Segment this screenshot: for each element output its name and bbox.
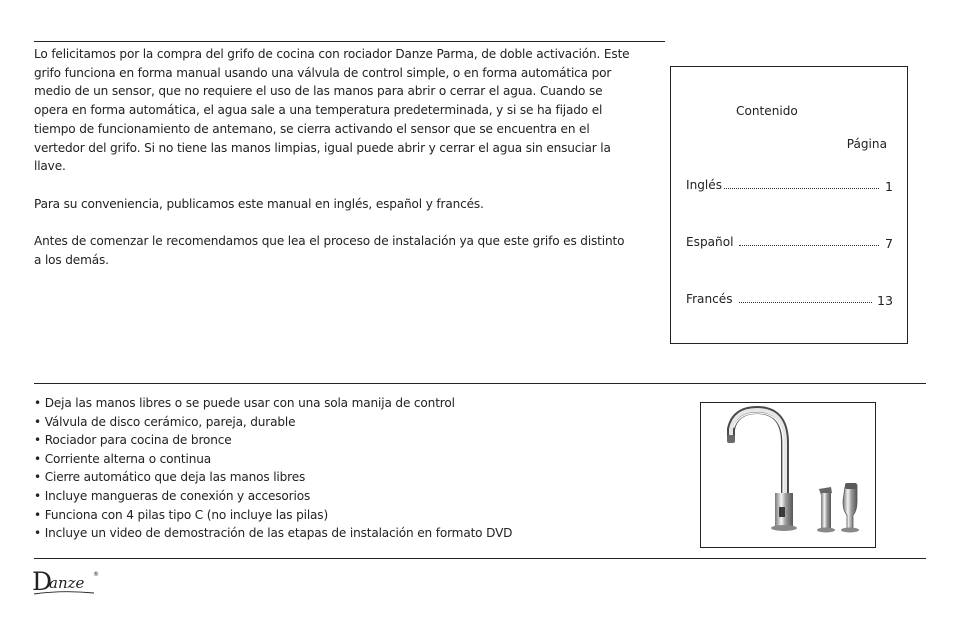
toc-entry-label: Español	[686, 235, 734, 249]
feature-item: • Incluye un video de demostración de las etapas de instalación en formato DVD	[34, 524, 512, 543]
intro-paragraph: Antes de comenzar le recomendamos que lea el proceso de instalación ya que este grifo es distinto a los demás.	[34, 234, 625, 267]
toc-entry-page: 7	[884, 236, 893, 251]
feature-item: • Cierre automático que deja las manos libres	[34, 468, 512, 487]
toc-dot-leader	[739, 237, 879, 246]
toc-entry-label: Francés	[686, 292, 733, 306]
logo-wordmark: anze	[49, 574, 85, 592]
feature-item: • Incluye mangueras de conexión y accesorios	[34, 487, 512, 506]
toc-entry-ingles[interactable]	[686, 178, 893, 194]
toc-entry-espanol[interactable]	[686, 235, 893, 251]
feature-item: • Corriente alterna o continua	[34, 450, 512, 469]
toc-entry-label: Inglés	[686, 178, 723, 192]
feature-item: • Deja las manos libres o se puede usar con una sola manija de control	[34, 394, 512, 413]
intro-paragraph: Para su conveniencia, publicamos este manual en inglés, español y francés.	[34, 196, 484, 211]
footer-rule	[34, 558, 926, 559]
feature-list	[34, 394, 512, 543]
toc-heading: Contenido	[736, 104, 798, 118]
feature-item: • Rociador para cocina de bronce	[34, 431, 512, 450]
intro-paragraph: Lo felicitamos por la compra del grifo de cocina con rociador Danze Parma, de doble activación. Este grifo funciona en forma manual usando una válvula de control simple, o en forma automática por medio de un sensor, que no requiere el uso de las manos para abrir o cerrar el agua. Cuando se opera en forma automática, el agua sale a una temperatura predeterminada, y si se ha fijado el tiempo de funcionamiento de antemano, se cierra activando el sensor que se encuentra en el vertedor del grifo. Si no tiene las manos limpias, igual puede abrir y cerrar el agua sin ensuciar la llave.	[34, 47, 630, 174]
toc-entry-frances[interactable]	[686, 292, 893, 308]
kitchen-faucet-with-side-sprayer-icon	[701, 403, 875, 547]
toc-dot-leader	[739, 294, 872, 303]
section-rule	[34, 383, 926, 384]
product-image	[700, 402, 876, 548]
toc-entry-page: 1	[884, 179, 893, 194]
logo-initial: D	[32, 567, 53, 596]
toc-dot-leader	[724, 180, 879, 189]
table-of-contents	[670, 66, 908, 344]
toc-entry-page: 13	[876, 293, 893, 308]
registered-mark: ®	[93, 571, 99, 578]
feature-item: • Funciona con 4 pilas tipo C (no incluye las pilas)	[34, 506, 512, 525]
toc-page-header: Página	[846, 137, 887, 151]
top-rule	[34, 41, 665, 42]
danze-logo	[32, 566, 104, 600]
intro-text	[34, 45, 634, 288]
feature-item: • Válvula de disco cerámico, pareja, durable	[34, 413, 512, 432]
